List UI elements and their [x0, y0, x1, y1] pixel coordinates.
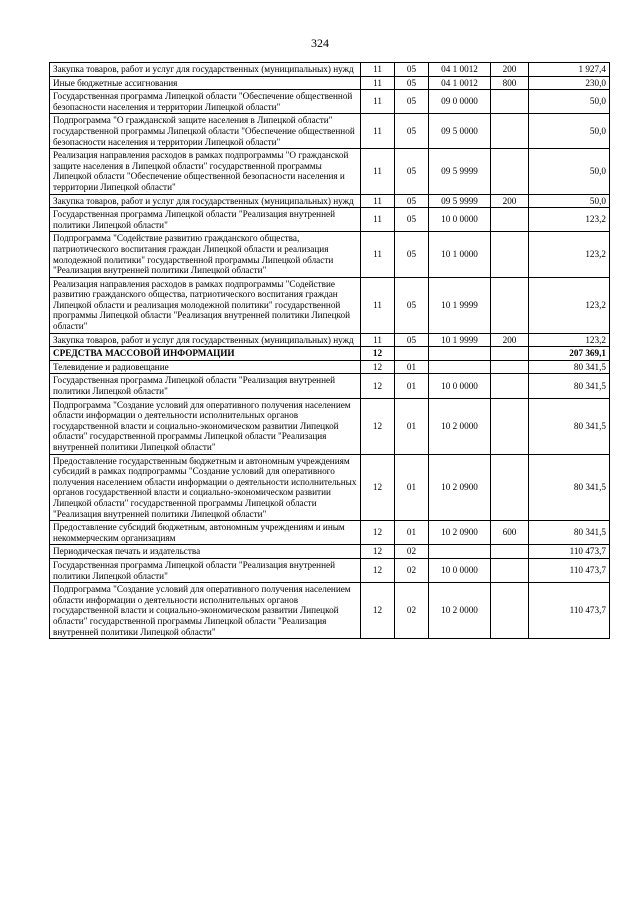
row-subsection: 01	[395, 454, 429, 521]
row-subsection	[395, 347, 429, 361]
row-section: 11	[361, 333, 395, 347]
row-amount: 123,2	[529, 232, 610, 277]
table-row	[50, 277, 610, 333]
row-section: 12	[361, 558, 395, 582]
row-expense-type	[491, 558, 529, 582]
row-expense-type	[491, 347, 529, 361]
row-amount: 50,0	[529, 194, 610, 208]
row-amount: 110 473,7	[529, 583, 610, 639]
row-subsection: 05	[395, 277, 429, 333]
row-subsection: 01	[395, 521, 429, 545]
row-name: Подпрограмма "Создание условий для оперативного получения населением области информации о деятельности исполнительных органов государственной власти и социально-экономическом развитии Липецкой области" государственной программы Липецкой области "Реализация внутренней политики Липецкой области"	[50, 398, 361, 454]
row-target-code: 09 5 0000	[429, 114, 491, 149]
table-row	[50, 347, 610, 361]
table-row	[50, 63, 610, 77]
row-section: 11	[361, 194, 395, 208]
row-section: 12	[361, 454, 395, 521]
row-section: 12	[361, 583, 395, 639]
row-expense-type	[491, 149, 529, 194]
row-target-code: 09 0 0000	[429, 90, 491, 114]
row-expense-type	[491, 232, 529, 277]
row-target-code: 10 1 0000	[429, 232, 491, 277]
row-subsection: 01	[395, 398, 429, 454]
row-expense-type	[491, 114, 529, 149]
row-section: 11	[361, 90, 395, 114]
row-subsection: 05	[395, 194, 429, 208]
row-subsection: 05	[395, 208, 429, 232]
row-expense-type: 200	[491, 333, 529, 347]
row-name: Иные бюджетные ассигнования	[50, 76, 361, 90]
row-section: 11	[361, 232, 395, 277]
row-subsection: 02	[395, 545, 429, 559]
row-expense-type	[491, 208, 529, 232]
row-amount: 1 927,4	[529, 63, 610, 77]
table-row	[50, 114, 610, 149]
row-expense-type: 800	[491, 76, 529, 90]
row-target-code: 10 0 0000	[429, 374, 491, 398]
row-amount: 50,0	[529, 149, 610, 194]
row-subsection: 05	[395, 90, 429, 114]
table-row	[50, 545, 610, 559]
page-number: 324	[311, 36, 329, 50]
row-name: Реализация направления расходов в рамках подпрограммы "Содействие развитию гражданского общества, патриотического воспитания граждан Липецкой области и реализация молодежной политики" государственной программы Липецкой области "Реализация внутренней политики Липецкой области"	[50, 277, 361, 333]
row-expense-type: 200	[491, 194, 529, 208]
row-amount: 80 341,5	[529, 374, 610, 398]
row-name: Предоставление государственным бюджетным и автономным учреждениям субсидий в рамках подпрограммы "Создание условий для оперативного получения населением области информации о деятельности исполнительных органов государственной власти и социально-экономическом развитии Липецкой области" государственной программы Липецкой области "Реализация внутренней политики Липецкой области"	[50, 454, 361, 521]
row-name: Периодическая печать и издательства	[50, 545, 361, 559]
row-name: Закупка товаров, работ и услуг для государственных (муниципальных) нужд	[50, 194, 361, 208]
table-row	[50, 76, 610, 90]
table-row	[50, 398, 610, 454]
row-expense-type	[491, 583, 529, 639]
table-row	[50, 360, 610, 374]
row-section: 11	[361, 208, 395, 232]
row-target-code: 10 1 9999	[429, 333, 491, 347]
row-amount: 50,0	[529, 114, 610, 149]
budget-table	[49, 62, 610, 639]
row-target-code: 10 2 0000	[429, 583, 491, 639]
table-row	[50, 454, 610, 521]
row-target-code: 09 5 9999	[429, 149, 491, 194]
row-expense-type: 600	[491, 521, 529, 545]
row-target-code	[429, 360, 491, 374]
row-subsection: 05	[395, 76, 429, 90]
row-name: Подпрограмма "Создание условий для оперативного получения населением области информации о деятельности исполнительных органов государственной власти и социально-экономическом развитии Липецкой области" государственной программы Липецкой области "Реализация внутренней политики Липецкой области"	[50, 583, 361, 639]
row-subsection: 01	[395, 360, 429, 374]
row-subsection: 05	[395, 114, 429, 149]
row-name: Телевидение и радиовещание	[50, 360, 361, 374]
table-row	[50, 149, 610, 194]
row-amount: 230,0	[529, 76, 610, 90]
row-name: Закупка товаров, работ и услуг для государственных (муниципальных) нужд	[50, 63, 361, 77]
row-subsection: 05	[395, 232, 429, 277]
table-row	[50, 333, 610, 347]
row-subsection: 02	[395, 558, 429, 582]
table-row	[50, 208, 610, 232]
row-section: 11	[361, 277, 395, 333]
row-amount: 123,2	[529, 277, 610, 333]
row-amount: 123,2	[529, 208, 610, 232]
row-expense-type	[491, 360, 529, 374]
row-name: Предоставление субсидий бюджетным, автономным учреждениям и иным некоммерческим организациям	[50, 521, 361, 545]
table-row	[50, 558, 610, 582]
row-expense-type	[491, 398, 529, 454]
row-subsection: 05	[395, 63, 429, 77]
row-target-code	[429, 545, 491, 559]
row-amount: 80 341,5	[529, 521, 610, 545]
row-subsection: 02	[395, 583, 429, 639]
row-amount: 110 473,7	[529, 558, 610, 582]
row-amount: 123,2	[529, 333, 610, 347]
row-amount: 80 341,5	[529, 360, 610, 374]
row-section: 11	[361, 76, 395, 90]
row-section: 12	[361, 374, 395, 398]
row-amount: 50,0	[529, 90, 610, 114]
row-amount: 110 473,7	[529, 545, 610, 559]
row-target-code: 10 2 0000	[429, 398, 491, 454]
row-target-code: 10 0 0000	[429, 558, 491, 582]
table-row	[50, 521, 610, 545]
table-row	[50, 232, 610, 277]
row-expense-type: 200	[491, 63, 529, 77]
row-amount: 80 341,5	[529, 398, 610, 454]
row-section: 12	[361, 347, 395, 361]
row-subsection: 05	[395, 333, 429, 347]
row-amount: 207 369,1	[529, 347, 610, 361]
row-target-code: 09 5 9999	[429, 194, 491, 208]
row-expense-type	[491, 454, 529, 521]
table-row	[50, 90, 610, 114]
row-amount: 80 341,5	[529, 454, 610, 521]
row-expense-type	[491, 545, 529, 559]
row-name: Государственная программа Липецкой области "Реализация внутренней политики Липецкой области"	[50, 374, 361, 398]
row-name: Государственная программа Липецкой области "Реализация внутренней политики Липецкой области"	[50, 558, 361, 582]
row-section: 12	[361, 545, 395, 559]
row-name: Подпрограмма "О гражданской защите населения в Липецкой области" государственной программы Липецкой области "Обеспечение общественной безопасности населения и территории Липецкой области"	[50, 114, 361, 149]
row-name: СРЕДСТВА МАССОВОЙ ИНФОРМАЦИИ	[50, 347, 361, 361]
row-section: 12	[361, 521, 395, 545]
row-name: Государственная программа Липецкой области "Реализация внутренней политики Липецкой области"	[50, 208, 361, 232]
table-row	[50, 374, 610, 398]
row-target-code	[429, 347, 491, 361]
row-target-code: 10 0 0000	[429, 208, 491, 232]
row-section: 12	[361, 360, 395, 374]
row-section: 11	[361, 149, 395, 194]
row-target-code: 10 2 0900	[429, 454, 491, 521]
row-expense-type	[491, 374, 529, 398]
row-name: Подпрограмма "Содействие развитию гражданского общества, патриотического воспитания граждан Липецкой области и реализация молодежной политики" государственной программы Липецкой области "Реализация внутренней политики Липецкой области"	[50, 232, 361, 277]
row-name: Государственная программа Липецкой области "Обеспечение общественной безопасности населения и территории Липецкой области"	[50, 90, 361, 114]
row-subsection: 01	[395, 374, 429, 398]
row-target-code: 10 2 0900	[429, 521, 491, 545]
table-row	[50, 583, 610, 639]
row-name: Закупка товаров, работ и услуг для государственных (муниципальных) нужд	[50, 333, 361, 347]
row-subsection: 05	[395, 149, 429, 194]
row-target-code: 04 1 0012	[429, 63, 491, 77]
row-expense-type	[491, 90, 529, 114]
row-target-code: 10 1 9999	[429, 277, 491, 333]
table-row	[50, 194, 610, 208]
row-target-code: 04 1 0012	[429, 76, 491, 90]
row-section: 11	[361, 63, 395, 77]
row-section: 12	[361, 398, 395, 454]
row-expense-type	[491, 277, 529, 333]
row-section: 11	[361, 114, 395, 149]
row-name: Реализация направления расходов в рамках подпрограммы "О гражданской защите населения в Липецкой области" государственной программы Липецкой области "Обеспечение общественной безопасности населения и территории Липецкой области"	[50, 149, 361, 194]
